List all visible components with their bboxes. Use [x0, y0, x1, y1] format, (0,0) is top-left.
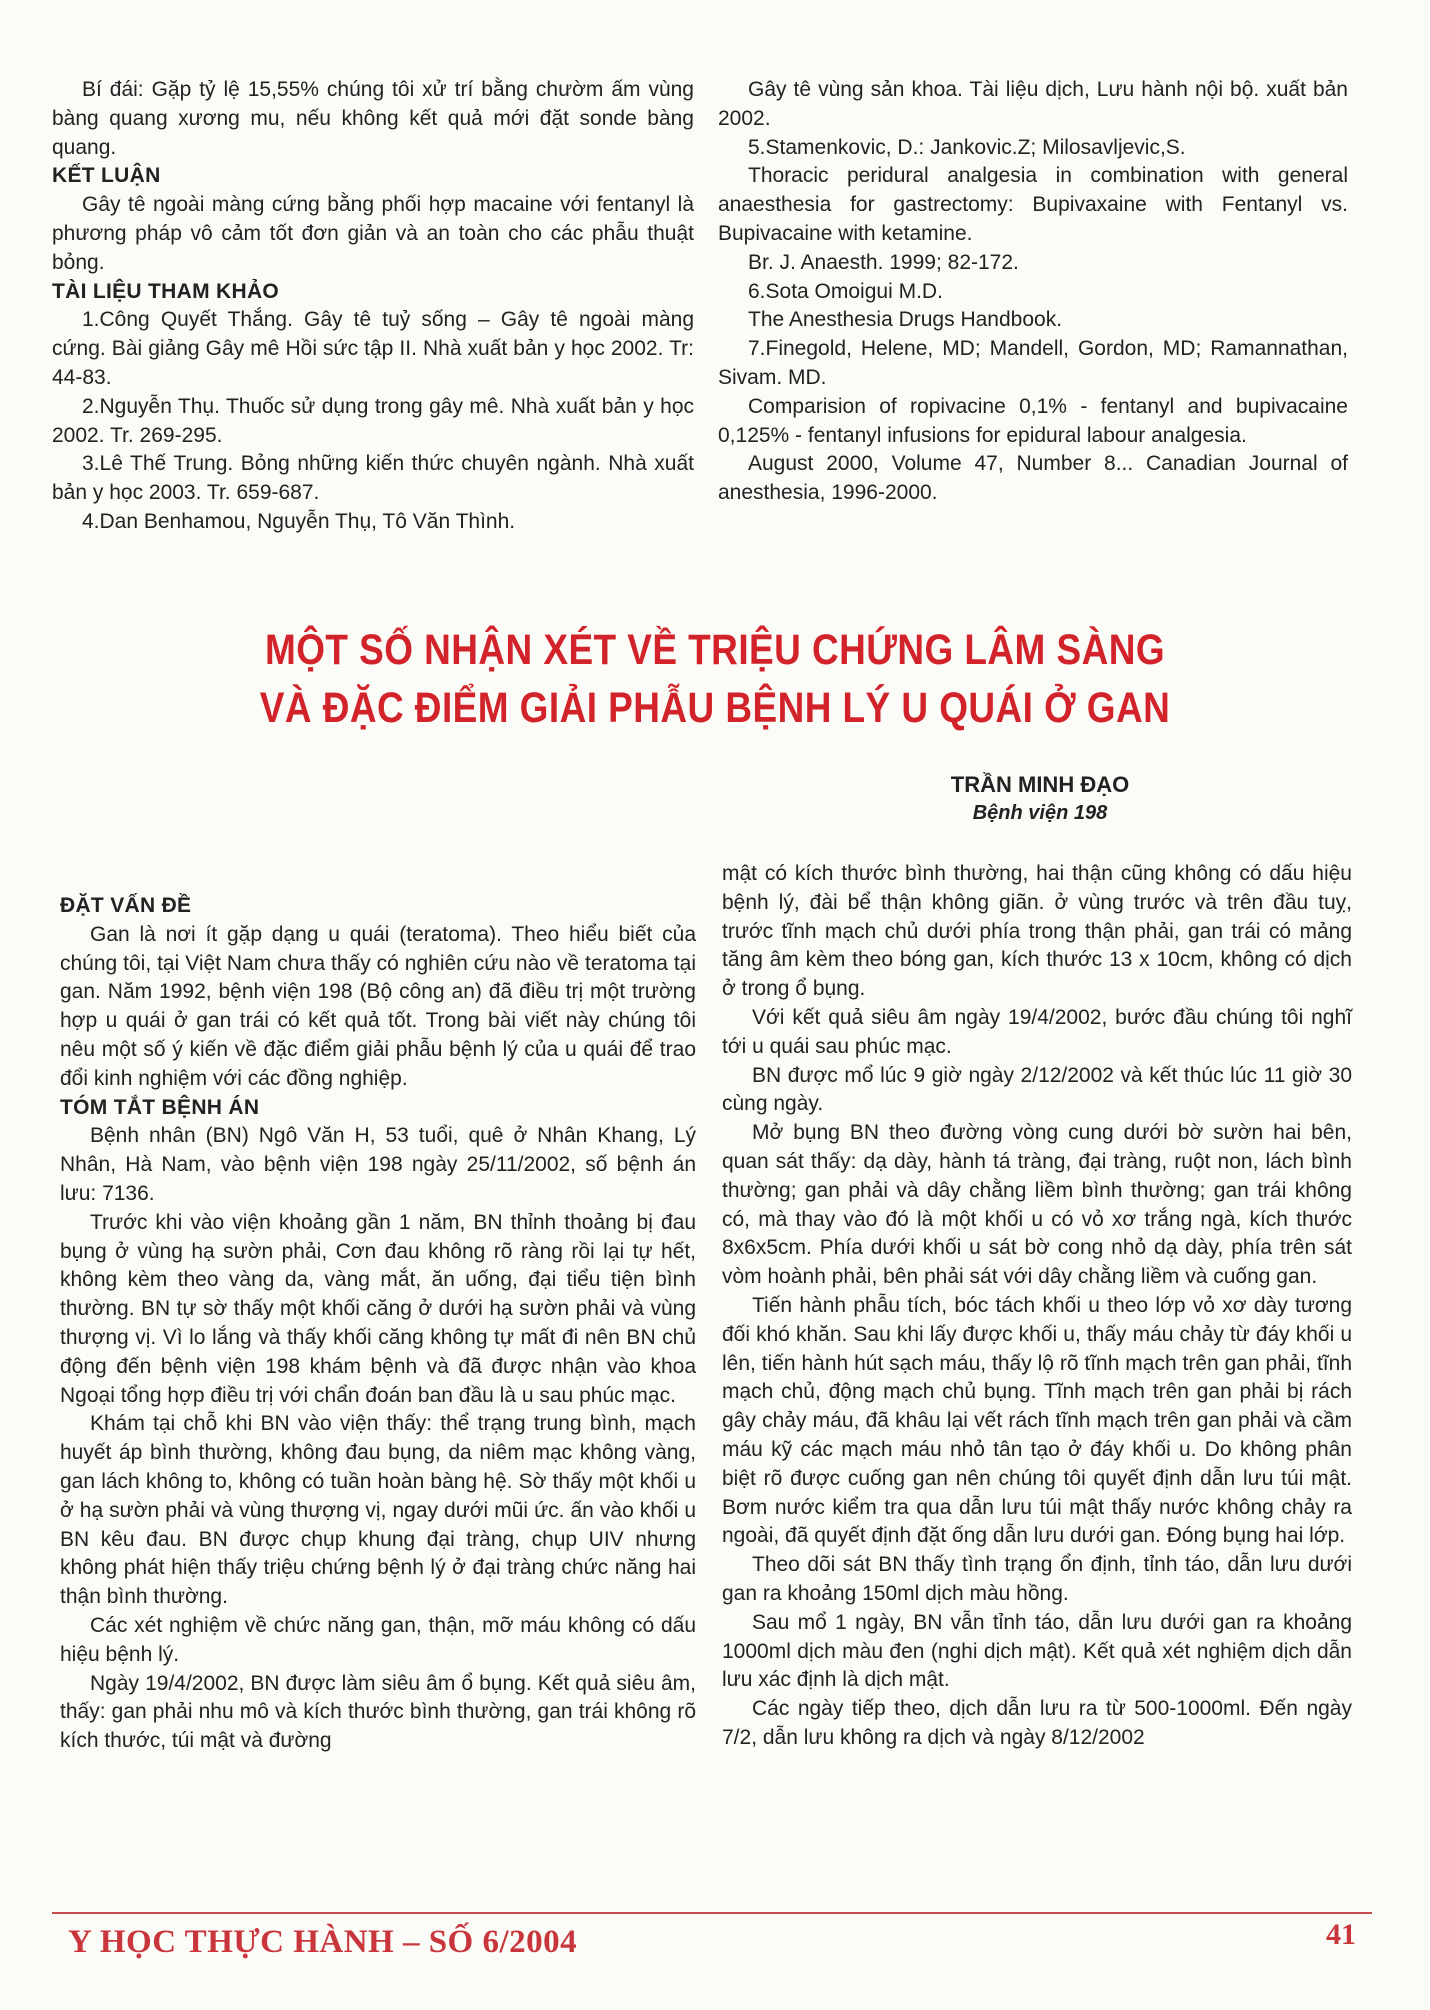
- paragraph-lab-tests: Các xét nghiệm về chức năng gan, thận, mỡ máu không có dấu hiệu bệnh lý.: [60, 1613, 696, 1666]
- article-title-line-2: VÀ ĐẶC ĐIỂM GIẢI PHẪU BỆNH LÝ U QUÁI Ở GAN: [259, 684, 1171, 732]
- reference-4-continued: Gây tê vùng sản khoa. Tài liệu dịch, Lưu hành nội bộ. xuất bản 2002.: [718, 78, 1348, 130]
- paragraph-dissection: Tiến hành phẫu tích, bóc tách khối u theo lớp vỏ xơ dày tương đối khó khăn. Sau khi lấy được khối u, thấy máu chảy từ đáy khối u lên, tiến hành hút sạch máu, thấy lộ rõ tĩnh mạch trên gan phải, tĩnh mạch chủ, động mạch chủ bụng. Tĩnh mạch trên gan phải bị rách gây chảy máu, đã khâu lại vết rách tĩnh mạch trên gan phải và cầm máu kỹ các mạch máu nhỏ tân tạo ở đáy khối u. Do không phân biệt rõ được cuống gan nên chúng tôi quyết định dẫn lưu túi mật. Bơm nước kiểm tra qua dẫn lưu túi mật thấy nước không chảy ra ngoài, đã quyết định đặt ống dẫn lưu dưới gan. Đóng bụng hai lớp.: [722, 1293, 1352, 1548]
- paragraph-bi-dai: Bí đái: Gặp tỷ lệ 15,55% chúng tôi xử trí bằng chườm ấm vùng bàng quang xương mu, nếu không kết quả mới đặt sonde bàng quang.: [52, 78, 694, 159]
- paragraph-ultrasound-continued: mật có kích thước bình thường, hai thận cũng không có dấu hiệu bệnh lý, đài bể thận không giãn. ở vùng trước và trên đầu tuỵ, trước tĩnh mạch chủ dưới phía trong thận phải, gan trái có mảng tăng âm kèm theo bóng gan, kích thước 13 x 10cm, không có dịch ở trong ổ bụng.: [722, 862, 1352, 1001]
- reference-6-author: 6.Sota Omoigui M.D.: [748, 279, 943, 303]
- paragraph-surgery-findings: Mở bụng BN theo đường vòng cung dưới bờ sườn hai bên, quan sát thấy: dạ dày, hành tá tràng, đại tràng, ruột non, lách bình thường; gan phải và dây chằng liềm bình thường; gan trái không có, mà thay vào đó là một khối u có vỏ xơ trắng ngà, kích thước 8x6x5cm. Phía dưới khối u sát bờ cong nhỏ dạ dày, phía trên sát vòm hoành phải, bên phải sát với dây chằng liềm và cuống gan.: [722, 1121, 1352, 1289]
- paragraph-ket-luan: Gây tê ngoài màng cứng bằng phối hợp macaine với fentanyl là phương pháp vô cảm tốt đơn giản và an toàn cho các phẫu thuật bỏng.: [52, 193, 694, 274]
- author-institution: Bệnh viện 198: [972, 802, 1108, 824]
- reference-6-title: The Anesthesia Drugs Handbook.: [748, 308, 1063, 332]
- paragraph-ultrasound: Ngày 19/4/2002, BN được làm siêu âm ổ bụng. Kết quả siêu âm, thấy: gan phải nhu mô và kích thước bình thường, gan trái không rõ kích thước, túi mật và đường: [60, 1671, 696, 1753]
- reference-5-source: Br. J. Anaesth. 1999; 82-172.: [748, 250, 1019, 274]
- column-3: [60, 892, 696, 1756]
- paragraph-patient: Bệnh nhân (BN) Ngô Văn H, 53 tuổi, quê ở Nhân Khang, Lý Nhân, Hà Nam, vào bệnh viện 198 ngày 25/11/2002, số bệnh án lưu: 7136.: [60, 1124, 696, 1205]
- reference-7-title: Comparision of ropivacine 0,1% - fentanyl and bupivacaine 0,125% - fentanyl infusions for epidural labour analgesia.: [718, 394, 1348, 447]
- paragraph-examination: Khám tại chỗ khi BN vào viện thấy: thể trạng trung bình, mạch huyết áp bình thường, không đau bụng, da niêm mạc không vàng, gan lách không to, không có tuần hoàn bàng hệ. Sờ thấy một khối u ở hạ sườn phải và vùng thượng vị, ngay dưới mũi ức. ấn vào khối u BN kêu đau. BN được chụp khung đại tràng, chụp UIV nhưng không phát hiện thấy triệu chứng bệnh lý ở đại tràng chức năng hai thận bình thường.: [60, 1412, 696, 1609]
- column-4: [722, 860, 1352, 1753]
- paragraph-following-days: Các ngày tiếp theo, dịch dẫn lưu ra từ 500-1000ml. Đến ngày 7/2, dẫn lưu không ra dịch và ngày 8/12/2002: [722, 1697, 1352, 1749]
- paragraph-initial-diagnosis: Với kết quả siêu âm ngày 19/4/2002, bước đầu chúng tôi nghĩ tới u quái sau phúc mạc.: [722, 1005, 1352, 1058]
- paragraph-monitoring: Theo dõi sát BN thấy tình trạng ổn định, tỉnh táo, dẫn lưu dưới gan ra khoảng 150ml dịch màu hồng.: [722, 1553, 1352, 1605]
- reference-7-authors: 7.Finegold, Helene, MD; Mandell, Gordon, MD; Ramannathan, Sivam. MD.: [718, 337, 1348, 389]
- paragraph-history: Trước khi vào viện khoảng gần 1 năm, BN thỉnh thoảng bị đau bụng ở vùng hạ sườn phải, Cơn đau không rõ ràng rồi lại tự hết, không kèm theo vàng da, vàng mắt, ăn uống, đại tiểu tiện bình thường. BN tự sờ thấy một khối căng ở dưới hạ sườn phải và vùng thượng vị. Vì lo lắng và thấy khối căng không tự mất đi nên BN chủ động đến bệnh viện 198 khám bệnh và đã được nhận vào khoa Ngoại tổng hợp điều trị với chẩn đoán ban đầu là u sau phúc mạc.: [60, 1210, 696, 1407]
- reference-3: 3.Lê Thế Trung. Bỏng những kiến thức chuyên ngành. Nhà xuất bản y học 2003. Tr. 659-687.: [52, 452, 694, 505]
- column-2: [718, 76, 1348, 508]
- reference-4: 4.Dan Benhamou, Nguyễn Thụ, Tô Văn Thình.: [82, 509, 516, 533]
- article-title-line-1: MỘT SỐ NHẬN XÉT VỀ TRIỆU CHỨNG LÂM SÀNG: [264, 626, 1166, 674]
- reference-5-authors: 5.Stamenkovic, D.: Jankovic.Z; Milosavljevic,S.: [748, 135, 1186, 159]
- heading-tom-tat-benh-an: TÓM TẮT BỆNH ÁN: [60, 1095, 260, 1119]
- paragraph-intro: Gan là nơi ít gặp dạng u quái (teratoma). Theo hiểu biết của chúng tôi, tại Việt Nam chưa thấy có nghiên cứu nào về teratoma tại gan. Năm 1992, bệnh viện 198 (Bộ công an) đã điều trị một trường hợp u quái ở gan trái có kết quả tốt. Trong bài viết này chúng tôi nêu một số ý kiến về đặc điểm giải phẫu bệnh lý của u quái để trao đổi kinh nghiệm với các đồng nghiệp.: [60, 922, 696, 1090]
- journal-footer: Y HỌC THỰC HÀNH – SỐ 6/2004: [68, 1924, 578, 1960]
- footer-rule: [52, 1912, 1372, 1914]
- heading-tai-lieu-tham-khao: TÀI LIỆU THAM KHẢO: [52, 279, 280, 303]
- author-name: TRẦN MINH ĐẠO: [950, 772, 1130, 797]
- page-number: 41: [1326, 1918, 1356, 1951]
- reference-2: 2.Nguyễn Thụ. Thuốc sử dụng trong gây mê. Nhà xuất bản y học 2002. Tr. 269-295.: [52, 394, 694, 447]
- reference-5-title: Thoracic peridural analgesia in combination with general anaesthesia for gastrectomy: Bupivaxaine with Fentanyl vs. Bupivacaine with ketamine.: [718, 164, 1348, 245]
- reference-1: 1.Công Quyết Thắng. Gây tê tuỷ sống – Gây tê ngoài màng cứng. Bài giảng Gây mê Hồi sức tập II. Nhà xuất bản y học 2002. Tr: 44-83.: [52, 308, 694, 389]
- paragraph-surgery-time: BN được mổ lúc 9 giờ ngày 2/12/2002 và kết thúc lúc 11 giờ 30 cùng ngày.: [722, 1063, 1352, 1116]
- heading-dat-van-de: ĐẶT VẤN ĐỀ: [60, 894, 192, 917]
- column-1: [52, 76, 694, 537]
- reference-7-source: August 2000, Volume 47, Number 8... Canadian Journal of anesthesia, 1996-2000.: [718, 452, 1348, 505]
- heading-ket-luan: KẾT LUẬN: [52, 164, 161, 188]
- paragraph-post-op-day-1: Sau mổ 1 ngày, BN vẫn tỉnh táo, dẫn lưu dưới gan ra khoảng 1000ml dịch màu đen (nghi dịch mật). Kết quả xét nghiệm dịch dẫn lưu xác định là dịch mật.: [722, 1610, 1352, 1692]
